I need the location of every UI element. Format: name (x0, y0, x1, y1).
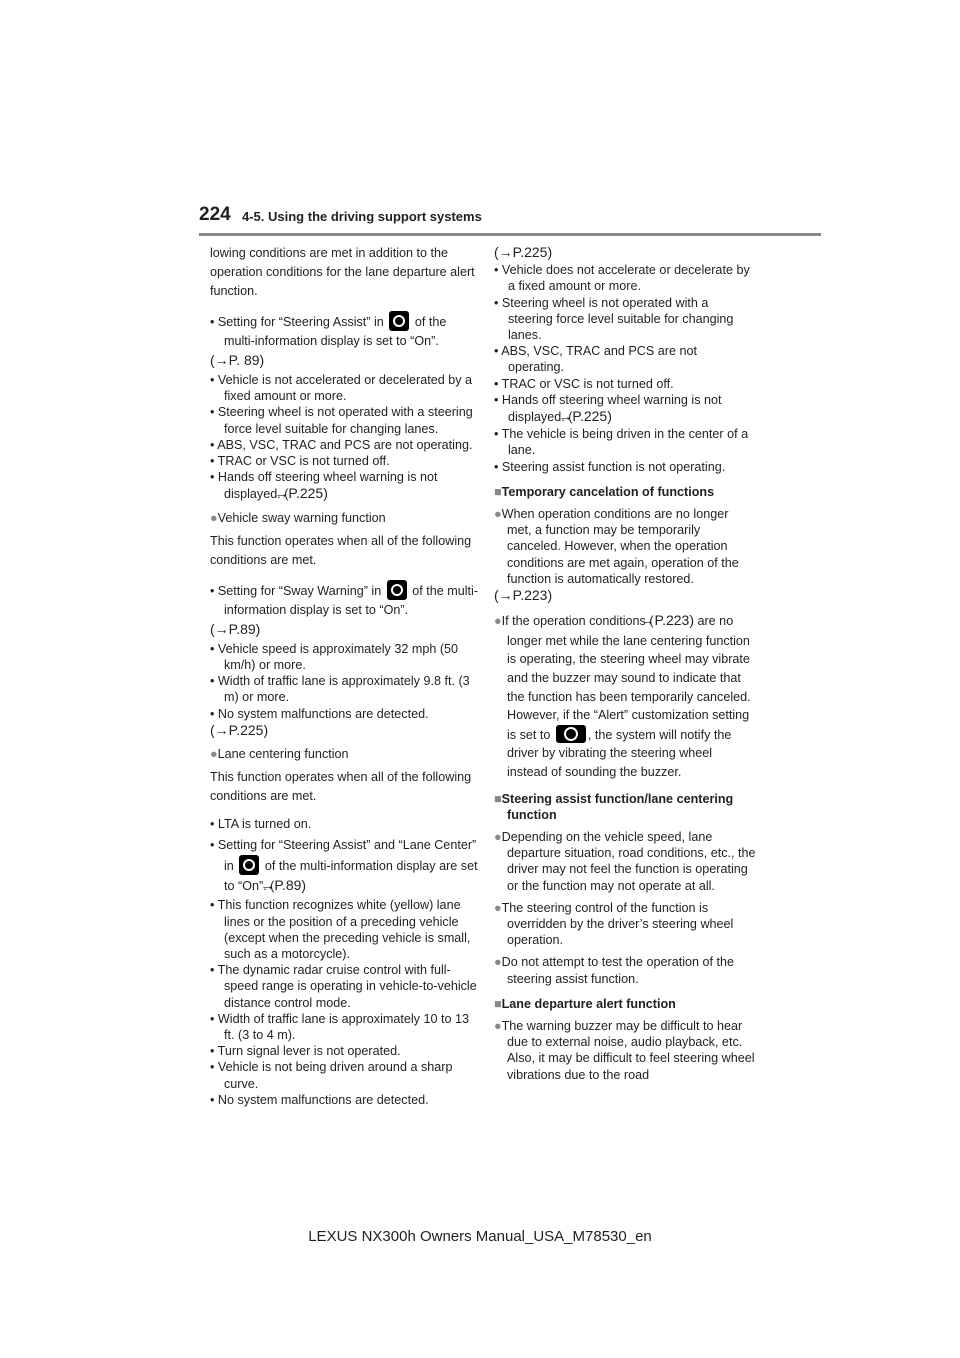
circle-bullet: ● (210, 747, 218, 762)
settings-gear-icon (387, 580, 407, 600)
bullet-trac-off-r: • TRAC or VSC is not turned off. (494, 376, 674, 391)
bullet-radar-cruise: • The dynamic radar cruise control with full-speed range is operating in vehicle-to-vehicle distance control mode. (210, 963, 477, 1010)
settings-gear-icon (389, 311, 409, 331)
intro-paragraph: lowing conditions are met in addition to the operation conditions for the lane departure alert function. (210, 246, 475, 298)
page-reference: (→P. 89) (210, 352, 265, 368)
bullet-lane-width-range: • Width of traffic lane is approximately 10 to 13 ft. (3 to 4 m). (210, 1011, 469, 1043)
circle-bullet: ● (494, 830, 502, 845)
bullet-no-malfunction: • No system malfunctions are detected. (→P.225) (210, 706, 429, 738)
bullet-sharp-curve: • Vehicle is not being driven around a sharp curve. (210, 1060, 453, 1091)
page-reference: (→P.89) (210, 620, 261, 637)
bullet-vehicle-speed: • Vehicle speed is approximately 32 mph (50 km/h) or more. (210, 641, 459, 673)
footer-manual-id: LEXUS NX300h Owners Manual_USA_M78530_en (308, 1228, 652, 1245)
page-reference-top: (→P.225) (494, 244, 553, 260)
lane-departure-heading: ■Lane departure alert function (494, 996, 676, 1011)
page-reference: →P.89) (260, 877, 307, 894)
page-reference: →P.223) (640, 612, 694, 629)
bullet-lta-on: • LTA is turned on. (210, 817, 312, 832)
page-number: 224 (199, 204, 231, 225)
bullet-steering-force: • Steering wheel is not operated with a steering force level suitable for changing lanes. (494, 295, 734, 343)
steering-assist-note-3: ●Do not attempt to test the operation of the steering assist function. (494, 955, 735, 986)
alert-vibration-note: ●If the operation conditions (→P.223) are no longer met while the lane centering function is operating, the steering wheel may vibrate and the buzzer may sound to indicate that the function has been temporarily canceled. However, if the “Alert” customization setting is set to , the system will notify the driver by vibrating the steering wheel instead of sounding the buzzer. (494, 612, 751, 780)
circle-bullet: ● (494, 614, 502, 629)
bullet-no-malfunction-2: • No system malfunctions are detected. (210, 1092, 429, 1107)
square-bullet: ■ (494, 484, 502, 499)
page-reference: →P.225) (274, 485, 328, 502)
steering-assist-note-1: ●Depending on the vehicle speed, lane departure situation, road conditions, etc., the driver may not feel the function is operating or the function may not operate at all. (494, 830, 756, 893)
lane-centering-intro: This function operates when all of the following conditions are met. (210, 770, 472, 804)
steering-vibration-icon (556, 725, 586, 743)
lane-departure-note: ●The warning buzzer may be difficult to hear due to external noise, audio playback, etc. Also, it may be difficult to feel steering wheel vibrations due to the road (494, 1019, 755, 1082)
steering-assist-heading: ■Steering assist function/lane centering function (494, 791, 734, 822)
circle-bullet: ● (210, 510, 218, 525)
square-bullet: ■ (494, 996, 502, 1011)
bullet-hands-off-warning: • Hands off steering wheel warning is not displayed. (→P.225) (210, 470, 438, 502)
page-header (199, 204, 821, 234)
temporary-cancelation-heading: ■Temporary cancelation of functions (494, 484, 715, 499)
bullet-lane-width: • Width of traffic lane is approximately 9.8 ft. (3 m) or more. (210, 674, 470, 705)
bullet-no-accelerate: • Vehicle does not accelerate or decelerate by a fixed amount or more. (494, 263, 750, 294)
page-reference: (→P.225) (210, 721, 269, 738)
header-rule (199, 233, 821, 236)
bullet-lane-lines: • This function recognizes white (yellow) lane lines or the position of a preceding vehicle (except when the preceding vehicle is small, such as a motorcycle). (210, 898, 471, 962)
steering-assist-note-2: ●The steering control of the function is overridden by the driver’s steering wheel operation. (494, 900, 734, 948)
bullet-lane-center-setting: • Setting for “Steering Assist” and “Lane Center” in of the multi-information display are set to “On”. (→P.89) (210, 838, 478, 894)
bullet-turn-signal: • Turn signal lever is not operated. (210, 1044, 401, 1059)
bullet-steering-assist-setting: • Setting for “Steering Assist” in of the multi-information display is set to “On”. (→P. 89) (210, 311, 480, 372)
bullet-hands-off-r: • Hands off steering wheel warning is not displayed. (→P.225) (494, 392, 722, 425)
lane-centering-heading: ●Lane centering function (210, 747, 349, 762)
bullet-abs-vsc: • ABS, VSC, TRAC and PCS are not operating. (210, 437, 473, 452)
bullet-steering-assist-off: • Steering assist function is not operating. (494, 459, 726, 474)
circle-bullet: ● (494, 955, 502, 970)
bullet-center-lane: • The vehicle is being driven in the center of a lane. (494, 427, 749, 458)
sway-warning-heading: ●Vehicle sway warning function (210, 510, 386, 525)
page-reference: (→P.223) (494, 587, 553, 604)
section-title: 4-5. Using the driving support systems (242, 209, 482, 224)
bullet-trac-vsc-off: • TRAC or VSC is not turned off. (210, 454, 390, 469)
page-reference: →P.225) (558, 408, 612, 425)
left-column (210, 244, 480, 1108)
circle-bullet: ● (494, 900, 502, 915)
right-column (494, 244, 756, 1089)
circle-bullet: ● (494, 1019, 502, 1034)
square-bullet: ■ (494, 791, 502, 806)
sway-intro: This function operates when all of the following conditions are met. (210, 533, 472, 567)
bullet-abs-vsc-r: • ABS, VSC, TRAC and PCS are not operating. (494, 344, 697, 375)
bullet-not-accelerated: • Vehicle is not accelerated or decelerated by a fixed amount or more. (210, 373, 473, 404)
settings-gear-icon (239, 855, 259, 875)
bullet-sway-setting: • Setting for “Sway Warning” in of the multi-information display is set to “On”. (→P.89) (210, 580, 480, 641)
temporary-cancel-note: ●When operation conditions are no longer met, a function may be temporarily canceled. However, when the operation conditions are met again, operation of the function is automatically restored. (→P.223) (494, 507, 739, 604)
circle-bullet: ● (494, 507, 502, 522)
bullet-steering-not-operated: • Steering wheel is not operated with a steering force level suitable for changing lanes. (210, 405, 473, 436)
